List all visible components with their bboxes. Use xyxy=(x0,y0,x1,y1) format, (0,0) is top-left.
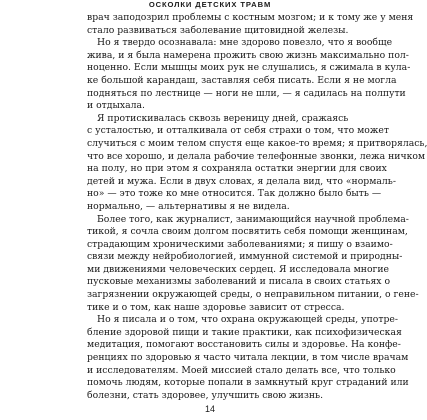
text-line: ми движениями человеческих сердец. Я исследовала многие xyxy=(87,263,390,275)
text-line: загрязнении окружающей среды, о неправильном питании, о гене- xyxy=(87,289,419,301)
text-line: что все хорошо, и делала рабочие телефонные звонки, лежа ничком xyxy=(87,150,426,162)
body-text xyxy=(87,12,427,402)
page-number: 14 xyxy=(204,404,215,414)
text-line: подняться по лестнице — ноги не шли, — я садилась на полпути xyxy=(87,87,406,99)
text-line: на полу, но при этом я сохраняла остатки энергии для своих xyxy=(87,163,387,175)
text-line: случиться с моим телом спустя еще какое-то время; я притворялась, xyxy=(87,137,427,149)
text-line: жива, и я была намерена прожить свою жизнь максимально пол- xyxy=(87,49,409,61)
text-line: тикой, я сочла своим долгом посвятить себя помощи женщинам, xyxy=(87,226,408,238)
text-line: помочь людям, которые попали в замкнутый круг страданий или xyxy=(87,377,409,389)
text-line: с усталостью, и отталкивала от себя страхи о том, что может xyxy=(87,125,389,137)
text-line: Но я писала и о том, что охрана окружающей среды, употре- xyxy=(97,314,398,326)
text-line: стало развиваться заболевание щитовидной железы. xyxy=(87,24,349,36)
text-line: тике и о том, как наше здоровье зависит от стресса. xyxy=(87,301,345,313)
text-line: пусковые механизмы заболеваний и писала в своих статьях о xyxy=(87,276,391,288)
running-head-title: ОСКОЛКИ ДЕТСКИХ ТРАВМ xyxy=(148,0,272,9)
text-line: врач заподозрил проблемы с костным мозгом; и к тому же у меня xyxy=(87,12,414,23)
text-line: ренциях по здоровью я часто читала лекции, в том числе врачам xyxy=(87,352,409,364)
text-line: нормально, — альтернативы я не видела. xyxy=(87,200,290,212)
text-line: страдающим хроническими заболеваниями; я пишу о взаимо- xyxy=(87,238,393,250)
text-line: Более того, как журналист, занимающийся научной проблема- xyxy=(97,213,409,225)
text-line: Я протискивалась сквозь вереницу дней, сражаясь xyxy=(97,112,349,124)
text-line: медитация, помогают восстановить силы и здоровье. На конфе- xyxy=(87,339,401,351)
text-line: ке большой карандаш, заставляя себя писать. Если я не могла xyxy=(87,74,397,86)
text-line: бление здоровой пищи и такие практики, как психофизическая xyxy=(87,326,402,338)
text-line: Но я твердо осознавала: мне здорово повезло, что я вообще xyxy=(97,37,393,49)
text-line: и исследователям. Моей миссией стало делать все, что только xyxy=(87,364,396,376)
text-line: ноценно. Если мышцы моих рук не слушались, я сжимала в кула- xyxy=(87,62,411,74)
text-line: связи между нейробиологией, иммунной системой и природны- xyxy=(87,251,403,263)
text-line: и отдыхала. xyxy=(87,100,145,112)
text-line: но» — это тоже ко мне относится. Так должно было быть — xyxy=(87,188,382,200)
text-line: детей и мужа. Если в двух словах, я делала вид, что «нормаль- xyxy=(87,175,396,187)
text-line: болезни, стать здоровее, улучшить свою жизнь. xyxy=(87,389,324,401)
